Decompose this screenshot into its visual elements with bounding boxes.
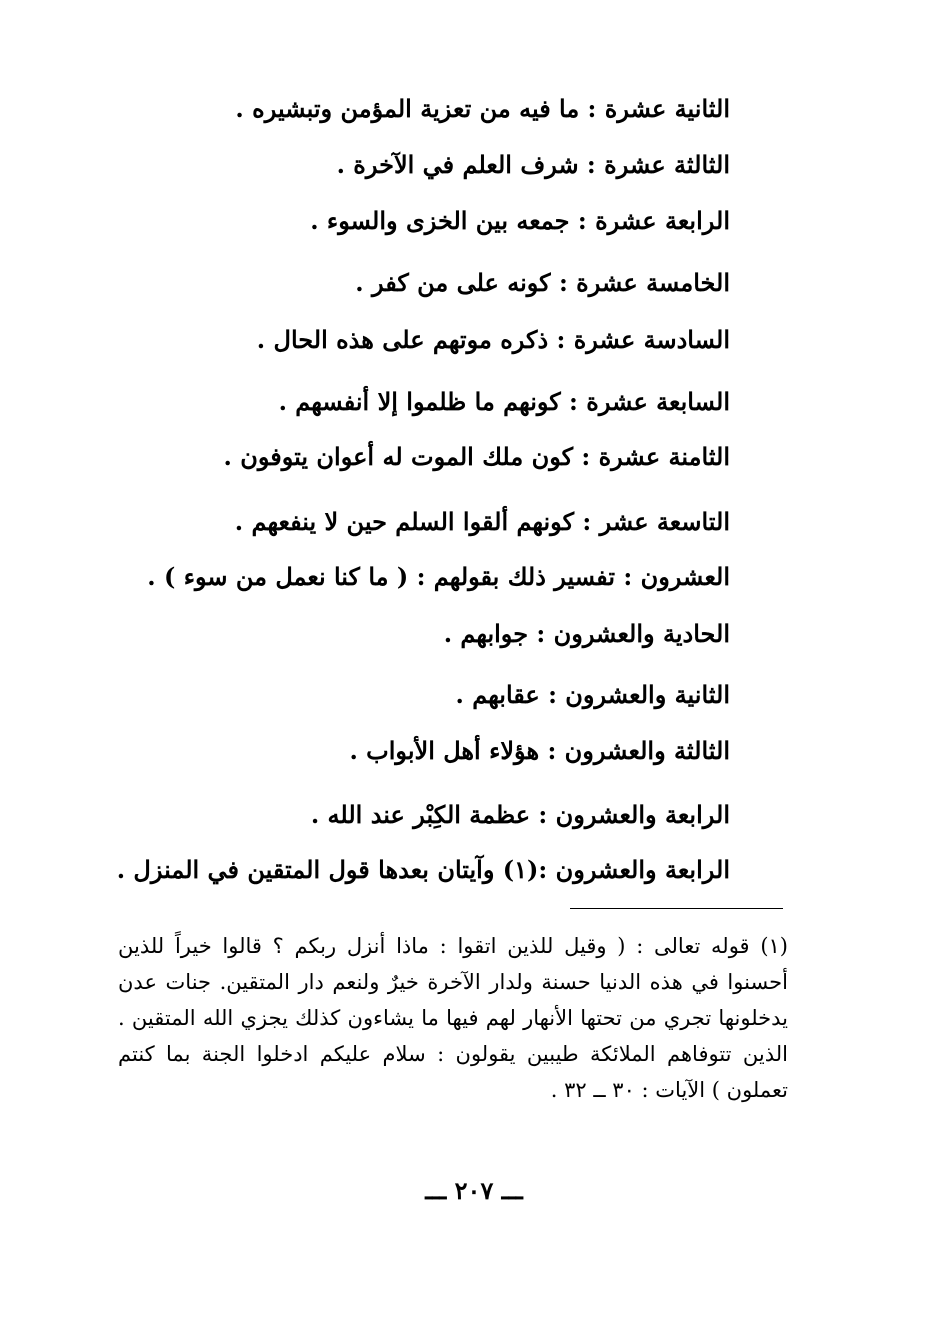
list-item: العشرون : تفسير ذلك بقولهم : ( ما كنا نعمل من سوء ) . [147,562,730,591]
page-number: ـــ ٢٠٧ ـــ [425,1176,523,1205]
list-item: الثالثة عشرة : شرف العلم في الآخرة . [336,150,730,179]
footnote-divider [570,908,783,909]
list-item: الثانية عشرة : ما فيه من تعزية المؤمن وتبشيره . [235,94,730,123]
list-item: الرابعة والعشرون :(١) وآيتان بعدها قول المتقين في المنزل . [116,855,730,884]
list-item: الرابعة عشرة : جمعه بين الخزى والسوء . [310,206,730,235]
footnote: (١) قوله تعالى : ( وقيل للذين اتقوا : ماذا أنزل ربكم ؟ قالوا خيراً للذين أحسنوا في هذه الدنيا حسنة ولدار الآخرة خيرٌ ولنعم دار المتقين. جنات عدن يدخلونها تجري من تحتها الأنهار لهم فيها ما يشاءون كذلك يجزي الله المتقين . الذين تتوفاهم الملائكة طيبين يقولون : سلام عليكم ادخلوا الجنة بما كنتم تعملون ) الآيات : ٣٠ ــ ٣٢ . [118,934,788,1102]
list-item: الثامنة عشرة : كون ملك الموت له أعوان يتوفون . [223,442,730,471]
list-item: السادسة عشرة : ذكره موتهم على هذه الحال . [256,325,730,354]
list-item: التاسعة عشر : كونهم ألقوا السلم حين لا ينفعهم . [234,507,730,536]
list-item: الخامسة عشرة : كونه على من كفر . [355,268,730,297]
list-item: السابعة عشرة : كونهم ما ظلموا إلا أنفسهم . [278,387,730,416]
list-item: الرابعة والعشرون : عظمة الكِبْر عند الله . [310,800,730,829]
list-item: الثالثة والعشرون : هؤلاء أهل الأبواب . [349,736,730,765]
list-item: الثانية والعشرون : عقابهم . [455,680,730,709]
list-item: الحادية والعشرون : جوابهم . [443,619,730,648]
